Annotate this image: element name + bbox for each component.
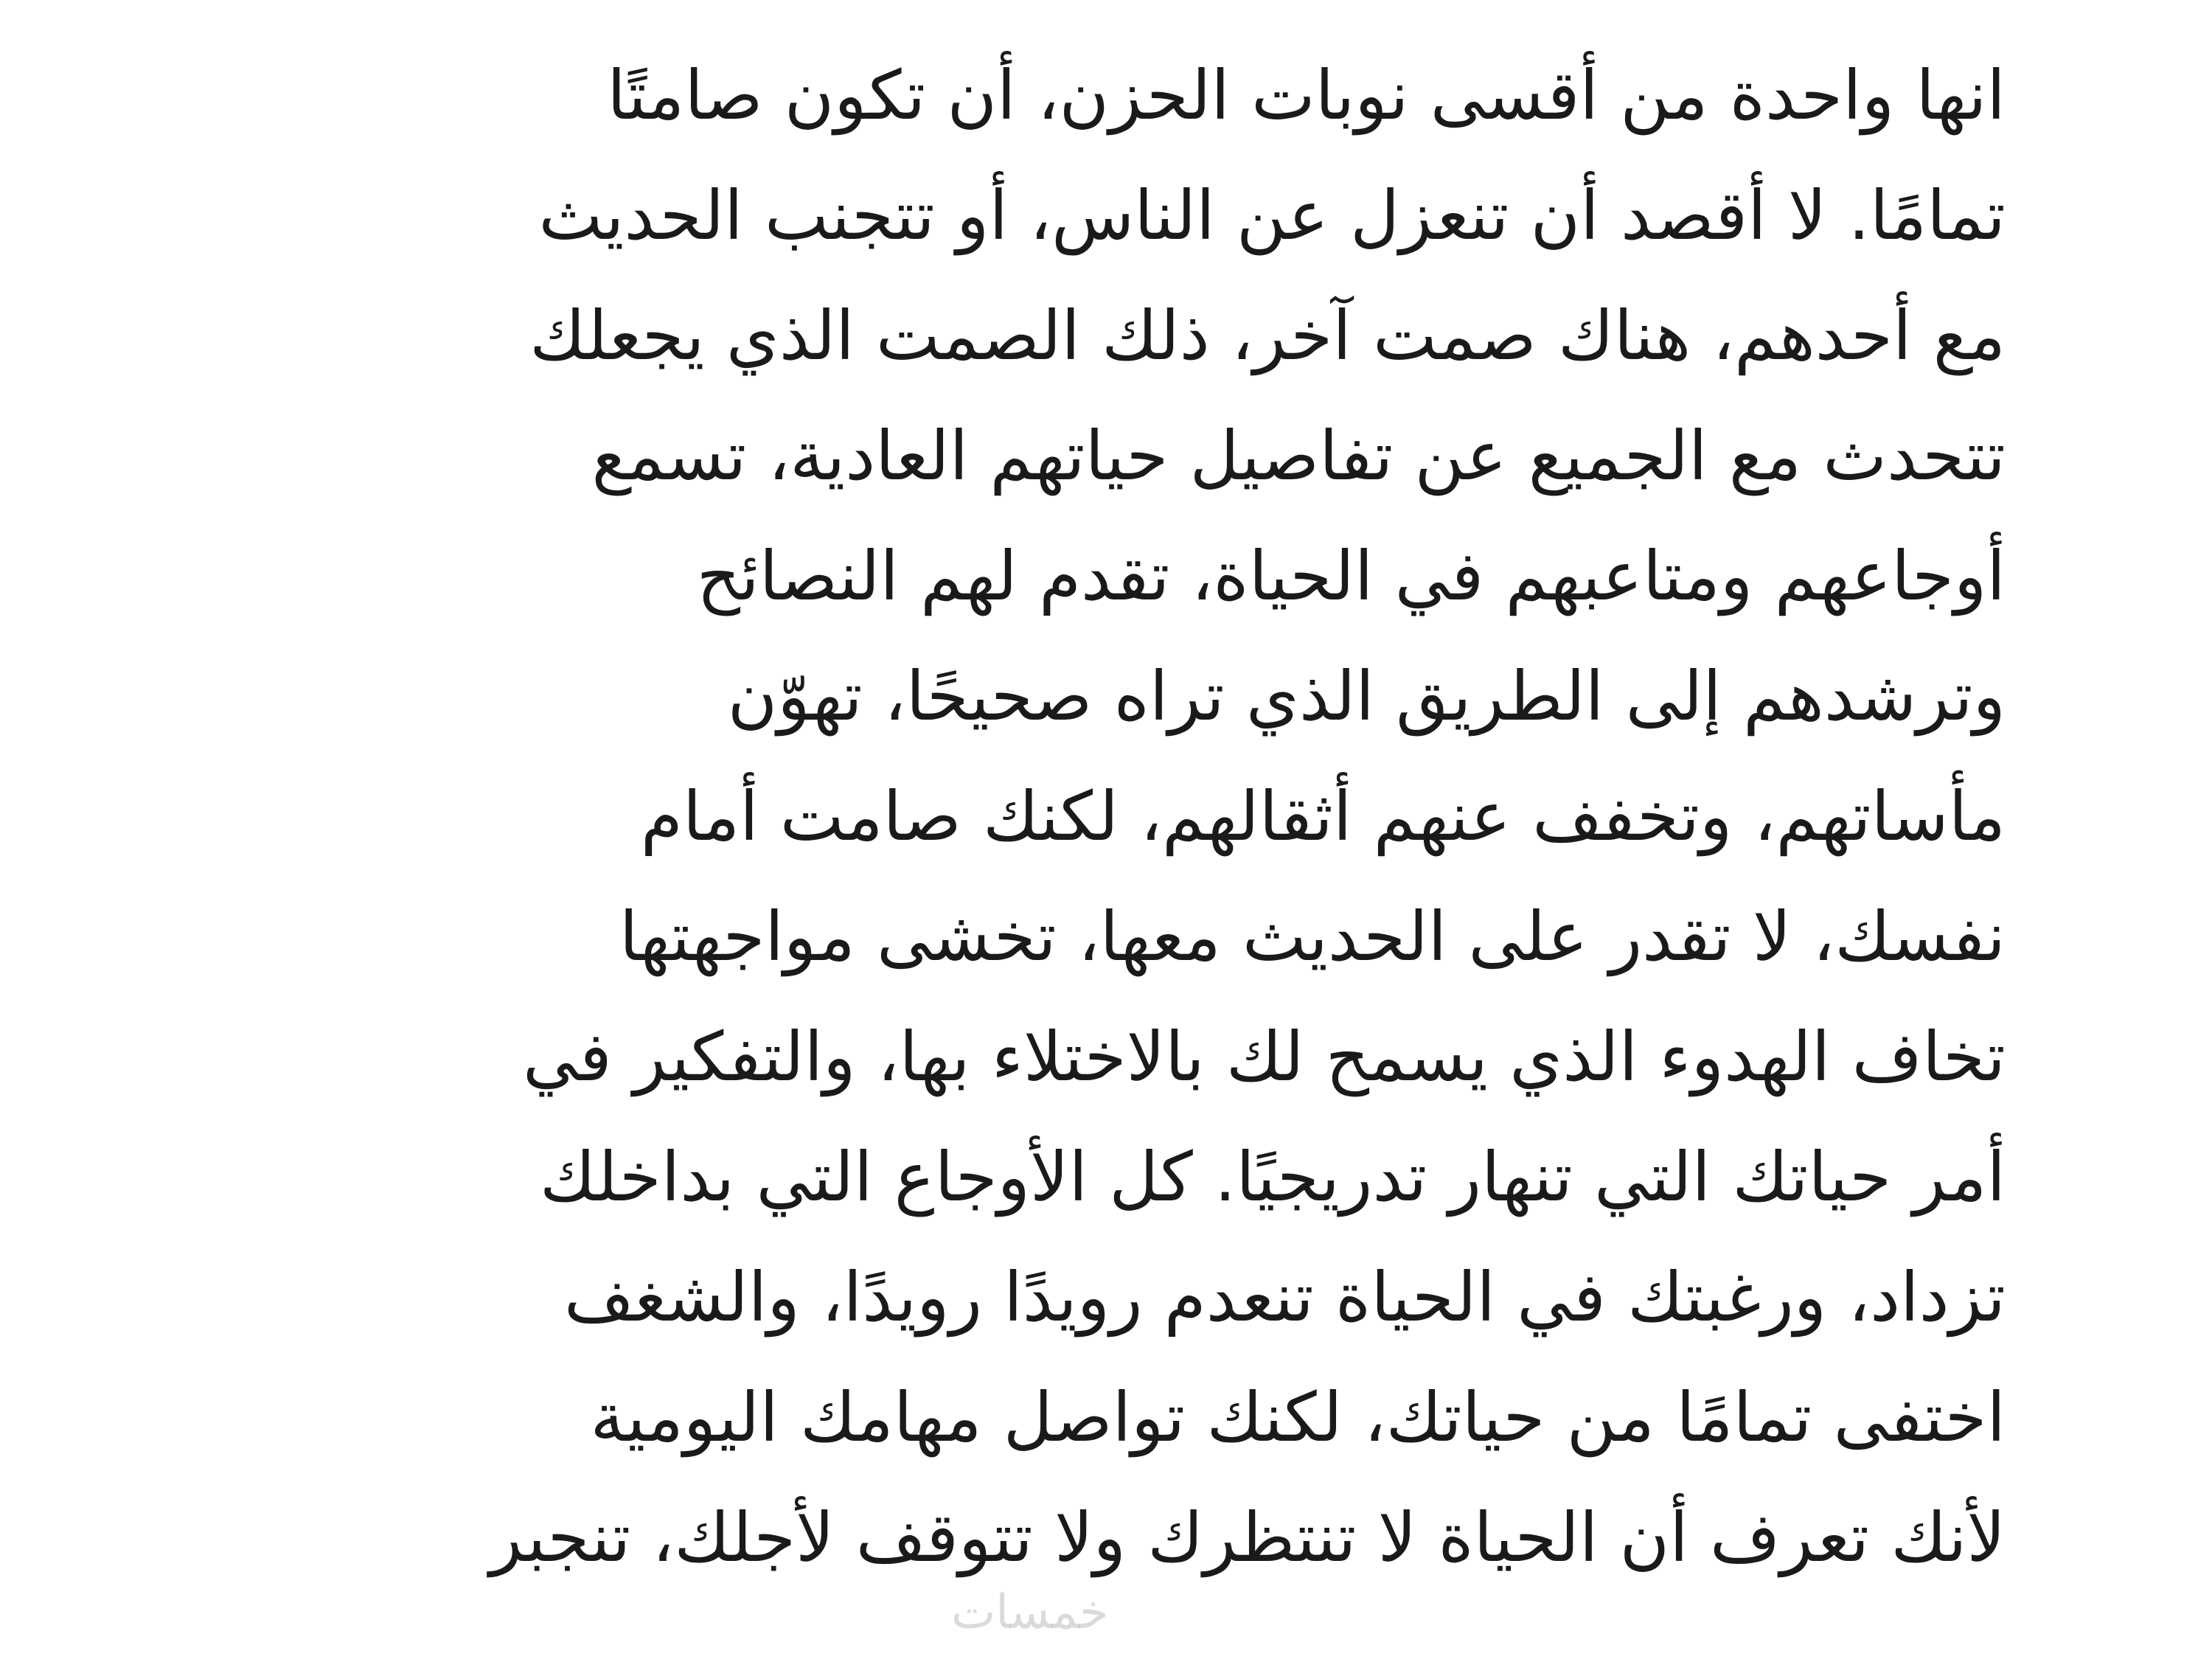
text-line-13: لأنك تعرف أن الحياة لا تنتظرك ولا تتوقف لأجلك، تنجبر — [490, 1498, 2006, 1577]
text-line-10: أمر حياتك التي تنهار تدريجيًا. كل الأوجاع التي بداخلك — [539, 1138, 2006, 1217]
watermark-logo: خمسات — [951, 1585, 1109, 1640]
text-line-11: تزداد، ورغبتك في الحياة تنعدم رويدًا رويدًا، والشغف — [564, 1258, 2006, 1337]
text-line-1: انها واحدة من أقسى نوبات الحزن، أن تكون صامتًا — [607, 56, 2006, 135]
text-line-6: وترشدهم إلى الطريق الذي تراه صحيحًا، تهوّن — [727, 657, 2006, 736]
text-line-12: اختفى تمامًا من حياتك، لكنك تواصل مهامك اليومية — [590, 1378, 2006, 1457]
text-line-5: أوجاعهم ومتاعبهم في الحياة، تقدم لهم النصائح — [696, 537, 2006, 616]
text-line-4: تتحدث مع الجميع عن تفاصيل حياتهم العادية، تسمع — [591, 417, 2006, 495]
text-line-2: تمامًا. لا أقصد أن تنعزل عن الناس، أو تتجنب الحديث — [538, 176, 2006, 255]
text-line-3: مع أحدهم، هناك صمت آخر، ذلك الصمت الذي يجعلك — [529, 296, 2006, 375]
paragraph-text — [206, 35, 2006, 1598]
text-line-9: تخاف الهدوء الذي يسمح لك بالاختلاء بها، والتفكير في — [523, 1018, 2006, 1096]
text-line-7: مأساتهم، وتخفف عنهم أثقالهم، لكنك صامت أمام — [640, 777, 2006, 856]
text-line-8: نفسك، لا تقدر على الحديث معها، تخشى مواجهتها — [619, 897, 2006, 976]
